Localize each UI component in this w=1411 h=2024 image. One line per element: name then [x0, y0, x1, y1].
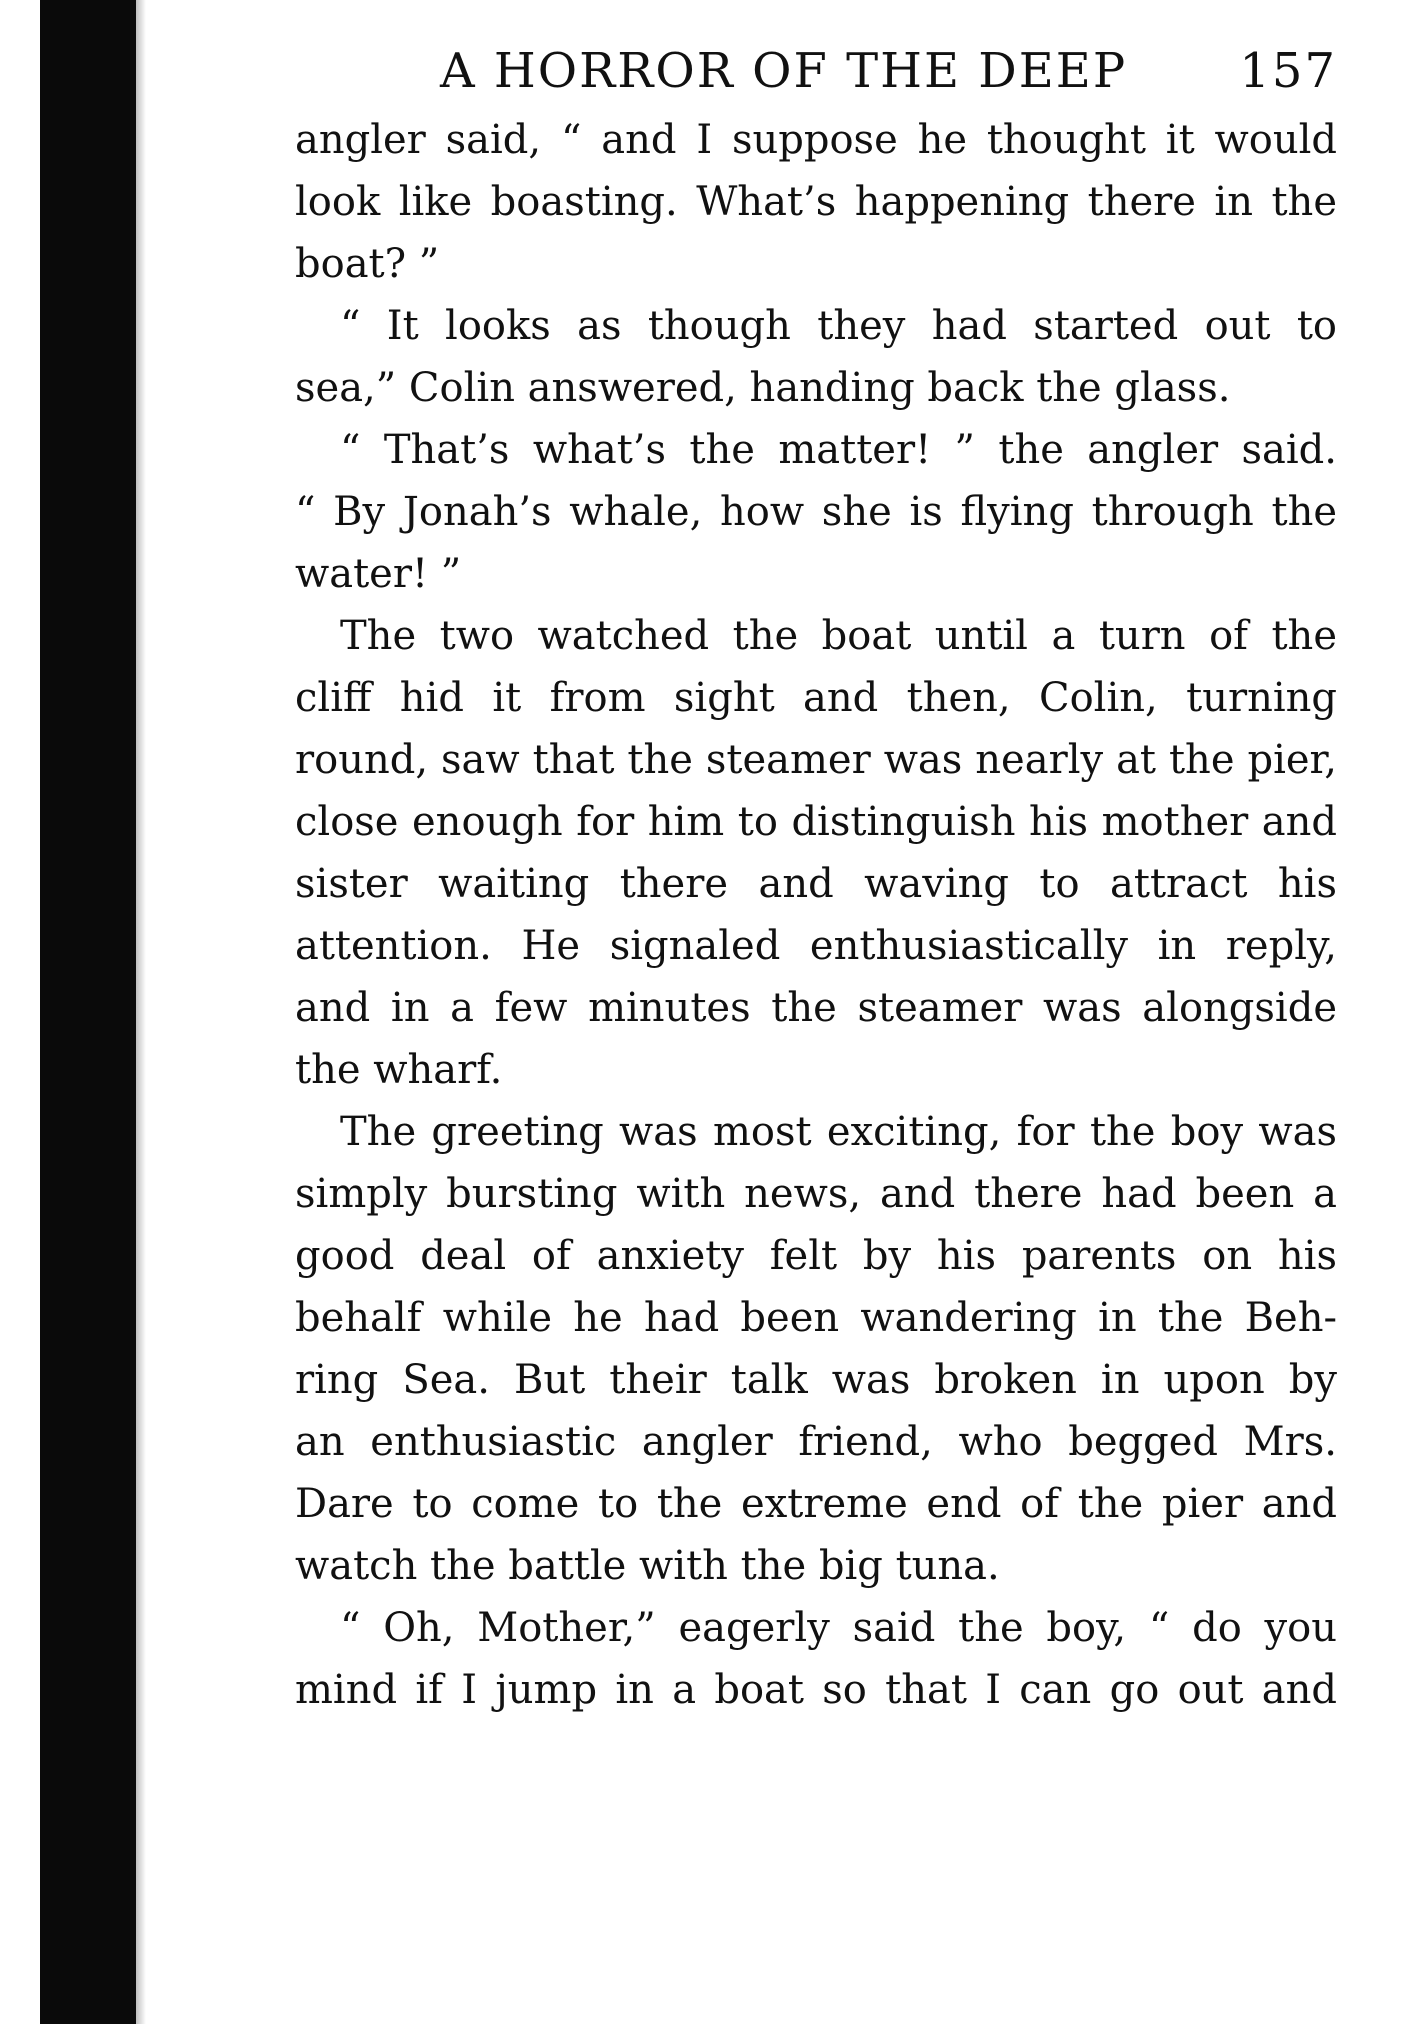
- page-number: 157: [1239, 43, 1337, 99]
- text-line: “ By Jonah’s whale, how she is flying through the: [295, 489, 1337, 535]
- text-line: water! ”: [295, 551, 462, 597]
- text-line: attention. He signaled enthusiastically in reply,: [295, 923, 1337, 969]
- text-line: ring Sea. But their talk was broken in upon by: [295, 1357, 1337, 1403]
- text-line: The greeting was most exciting, for the boy was: [340, 1109, 1337, 1155]
- text-line: “ That’s what’s the matter! ” the angler said.: [340, 427, 1337, 473]
- text-line: cliff hid it from sight and then, Colin, turning: [295, 675, 1337, 721]
- binding-shadow: [136, 0, 146, 2024]
- running-head: [295, 35, 1337, 109]
- text-line: behalf while he had been wandering in the Beh-: [295, 1295, 1337, 1341]
- text-line: and in a few minutes the steamer was alongside: [295, 985, 1337, 1031]
- text-line: Dare to come to the extreme end of the pier and: [295, 1481, 1337, 1527]
- text-line: simply bursting with news, and there had been a: [295, 1171, 1337, 1217]
- text-line: watch the battle with the big tuna.: [295, 1543, 1000, 1589]
- text-line: The two watched the boat until a turn of the: [340, 613, 1337, 659]
- text-line: boat? ”: [295, 241, 440, 287]
- text-line: sea,” Colin answered, handing back the glass.: [295, 365, 1231, 411]
- text-line: an enthusiastic angler friend, who begged Mrs.: [295, 1419, 1337, 1465]
- text-line: sister waiting there and waving to attract his: [295, 861, 1337, 907]
- book-page: [295, 35, 1337, 1721]
- text-line: “ Oh, Mother,” eagerly said the boy, “ do you: [340, 1605, 1337, 1651]
- body-text: [295, 109, 1337, 1721]
- text-line: mind if I jump in a boat so that I can go out and: [295, 1667, 1337, 1713]
- text-line: round, saw that the steamer was nearly at the pier,: [295, 737, 1337, 783]
- book-binding-edge: [40, 0, 136, 2024]
- text-line: the wharf.: [295, 1047, 503, 1093]
- text-line: close enough for him to distinguish his mother and: [295, 799, 1337, 845]
- text-line: “ It looks as though they had started out to: [340, 303, 1337, 349]
- running-title: A HORROR OF THE DEEP: [440, 43, 1128, 99]
- text-line: angler said, “ and I suppose he thought it would: [295, 117, 1337, 163]
- text-line: look like boasting. What’s happening there in the: [295, 179, 1337, 225]
- text-line: good deal of anxiety felt by his parents on his: [295, 1233, 1337, 1279]
